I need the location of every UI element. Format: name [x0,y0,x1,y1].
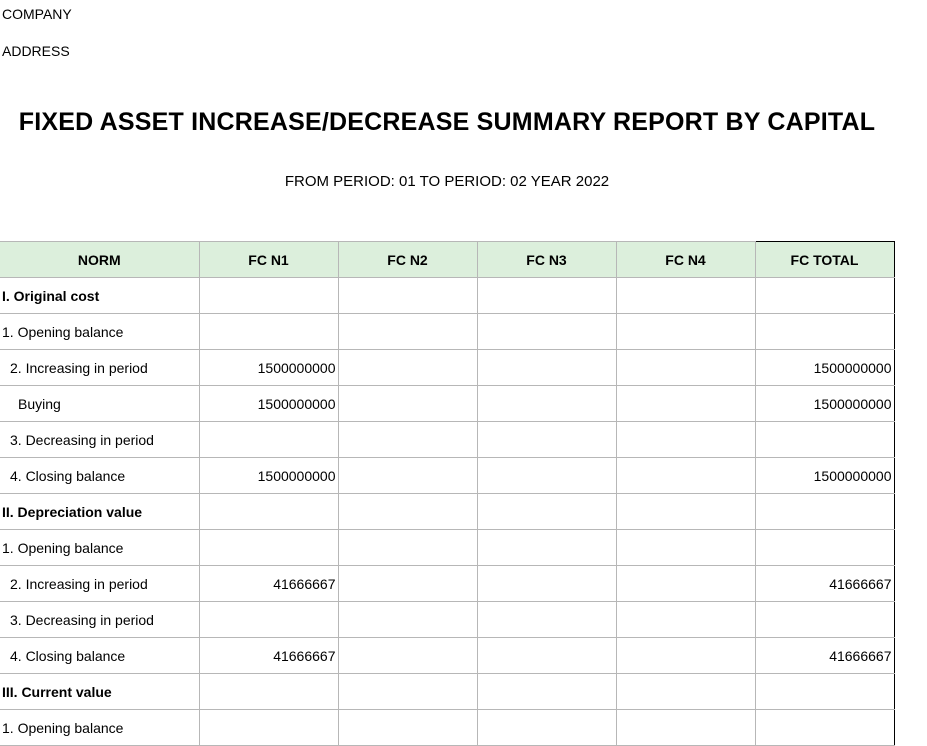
cell-fc-n4 [616,386,755,422]
cell-fc-n2 [338,638,477,674]
cell-fc-n3 [477,458,616,494]
cell-fc-total [755,530,894,566]
cell-fc-n2 [338,314,477,350]
cell-fc-total [755,314,894,350]
table-row [0,638,894,674]
row-label: II. Depreciation value [0,494,199,530]
cell-fc-n3 [477,638,616,674]
table-row [0,350,894,386]
cell-fc-n4 [616,458,755,494]
column-header-fc-n4: FC N4 [616,242,755,278]
cell-fc-total: 41666667 [755,566,894,602]
cell-fc-total: 1500000000 [755,350,894,386]
cell-fc-n1 [199,494,338,530]
cell-fc-n3 [477,314,616,350]
cell-fc-n2 [338,458,477,494]
cell-fc-n4 [616,602,755,638]
cell-fc-n3 [477,494,616,530]
cell-fc-n4 [616,494,755,530]
cell-fc-n1: 1500000000 [199,350,338,386]
cell-fc-n1: 41666667 [199,638,338,674]
cell-fc-n1 [199,422,338,458]
row-label: 3. Decreasing in period [0,602,199,638]
cell-fc-n2 [338,530,477,566]
cell-fc-n3 [477,566,616,602]
row-label: 4. Closing balance [0,638,199,674]
row-label: 4. Closing balance [0,458,199,494]
cell-fc-total [755,278,894,314]
cell-fc-n4 [616,314,755,350]
cell-fc-n3 [477,350,616,386]
table-row [0,422,894,458]
cell-fc-n2 [338,710,477,746]
cell-fc-n4 [616,674,755,710]
cell-fc-n1 [199,602,338,638]
table-row [0,386,894,422]
cell-fc-total [755,422,894,458]
table-row [0,710,894,746]
row-label: 3. Decreasing in period [0,422,199,458]
cell-fc-n1 [199,314,338,350]
cell-fc-n1: 41666667 [199,566,338,602]
column-header-fc-total: FC TOTAL [755,242,894,278]
cell-fc-n4 [616,530,755,566]
table-row [0,458,894,494]
table-row [0,314,894,350]
cell-fc-n4 [616,422,755,458]
table-row [0,674,894,710]
row-label: 1. Opening balance [0,314,199,350]
cell-fc-n2 [338,602,477,638]
cell-fc-n3 [477,602,616,638]
cell-fc-n1 [199,278,338,314]
cell-fc-n3 [477,530,616,566]
cell-fc-n2 [338,674,477,710]
cell-fc-total: 1500000000 [755,386,894,422]
company-address: ADDRESS [2,43,70,59]
cell-fc-n3 [477,386,616,422]
cell-fc-n1: 1500000000 [199,458,338,494]
report-period: FROM PERIOD: 01 TO PERIOD: 02 YEAR 2022 [284,173,610,190]
column-header-fc-n1: FC N1 [199,242,338,278]
report-title: FIXED ASSET INCREASE/DECREASE SUMMARY REPORT BY CAPITAL [18,108,876,136]
report-title-area [0,106,894,163]
cell-fc-n1 [199,674,338,710]
cell-fc-n2 [338,494,477,530]
cell-fc-n2 [338,350,477,386]
cell-fc-n2 [338,422,477,458]
cell-fc-n3 [477,710,616,746]
cell-fc-n4 [616,350,755,386]
table-row [0,278,894,314]
cell-fc-n2 [338,278,477,314]
cell-fc-n1: 1500000000 [199,386,338,422]
cell-fc-n4 [616,278,755,314]
table-header-row [0,242,894,278]
row-label: 1. Opening balance [0,530,199,566]
table-row [0,530,894,566]
cell-fc-n1 [199,530,338,566]
row-label: III. Current value [0,674,199,710]
cell-fc-total [755,674,894,710]
summary-table [0,241,895,746]
row-label: 2. Increasing in period [0,350,199,386]
cell-fc-n4 [616,566,755,602]
table-row [0,566,894,602]
cell-fc-total [755,602,894,638]
column-header-fc-n3: FC N3 [477,242,616,278]
company-name: COMPANY [2,6,72,22]
cell-fc-total: 41666667 [755,638,894,674]
cell-fc-n4 [616,710,755,746]
cell-fc-n3 [477,674,616,710]
table-row [0,602,894,638]
cell-fc-n3 [477,422,616,458]
cell-fc-total: 1500000000 [755,458,894,494]
row-label: Buying [0,386,199,422]
cell-fc-n3 [477,278,616,314]
row-label: I. Original cost [0,278,199,314]
cell-fc-n1 [199,710,338,746]
cell-fc-total [755,494,894,530]
row-label: 1. Opening balance [0,710,199,746]
cell-fc-n4 [616,638,755,674]
cell-fc-n2 [338,566,477,602]
column-header-norm: NORM [0,242,199,278]
cell-fc-total [755,710,894,746]
row-label: 2. Increasing in period [0,566,199,602]
table-row [0,494,894,530]
table-body [0,278,894,746]
cell-fc-n2 [338,386,477,422]
column-header-fc-n2: FC N2 [338,242,477,278]
